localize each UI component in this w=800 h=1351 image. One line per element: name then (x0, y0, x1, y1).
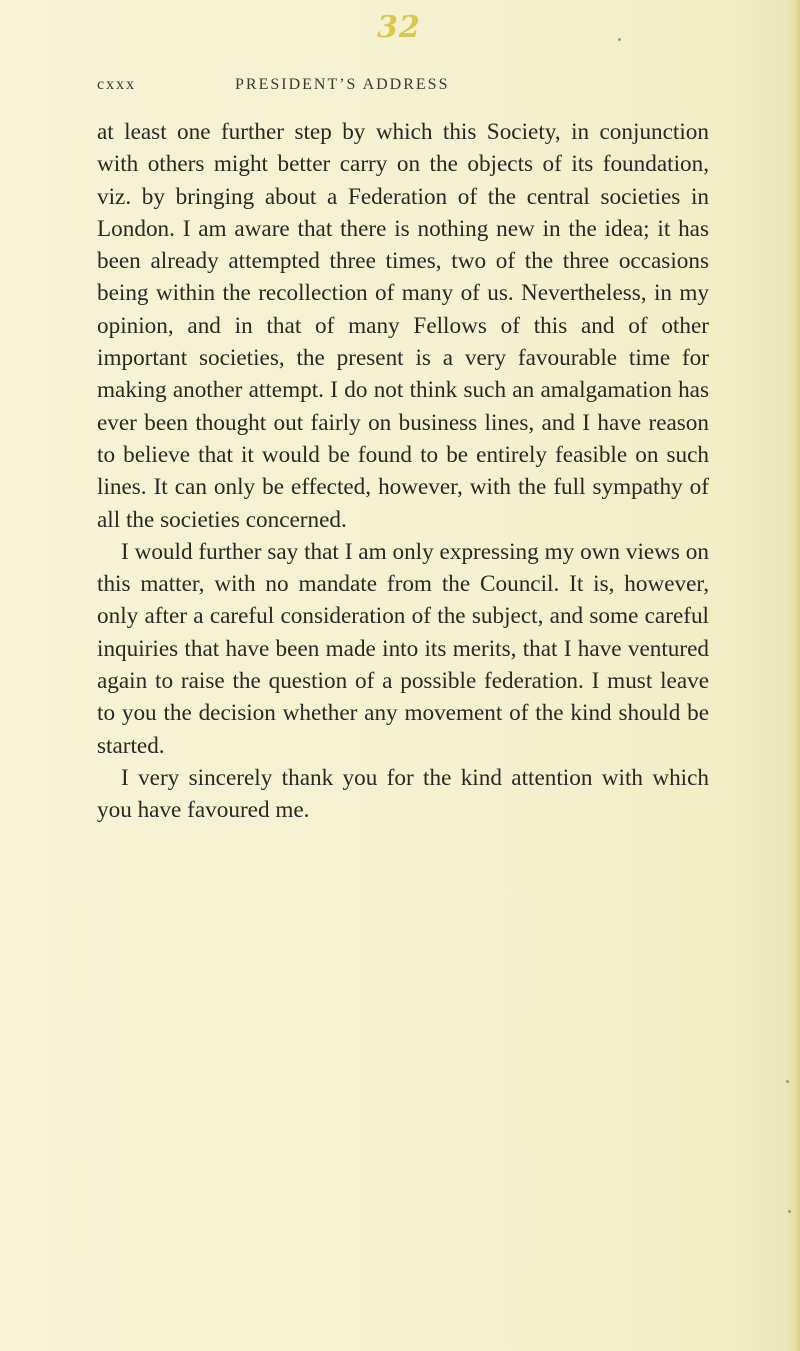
paper-speck (618, 38, 621, 41)
handwritten-page-mark: 32 (377, 10, 421, 45)
body-text (97, 116, 709, 827)
paper-speck (786, 1080, 789, 1083)
running-head-title: PRESIDENT’S ADDRESS (235, 76, 450, 93)
paragraph-2: I would further say that I am only expressing my own views on this matter, with no mandate from the Council. It is, however, only after a careful consideration of the subject, and some careful inquiries that have been made into its merits, that I have ventured again to raise the question of a possible federation. I must leave to you the decision whether any movement of the kind should be started. (97, 538, 709, 759)
paper-speck (788, 1210, 791, 1213)
page-number: cxxx (97, 76, 137, 93)
page-edge-shadow (786, 0, 800, 1351)
paragraph-1: at least one further step by which this Society, in conjunction with others might better carry on the objects of its foundation, viz. by bringing about a Federation of the central societies in London. I am aware that there is nothing new in the idea; it has been already attempted three times, two of the three occasions being within the recollection of many of us. Nevertheless, in my opinion, and in that of many Fellows of this and of other important societies, the present is a very favourable time for making another attempt. I do not think such an amalgamation has ever been thought out fairly on business lines, and I have reason to believe that it would be found to be entirely feasible on such lines. It can only be effected, however, with the full sympathy of all the societies concerned. (97, 119, 709, 533)
paragraph-3: I very sincerely thank you for the kind attention with which you have favoured me. (97, 764, 709, 824)
running-head (97, 76, 707, 100)
